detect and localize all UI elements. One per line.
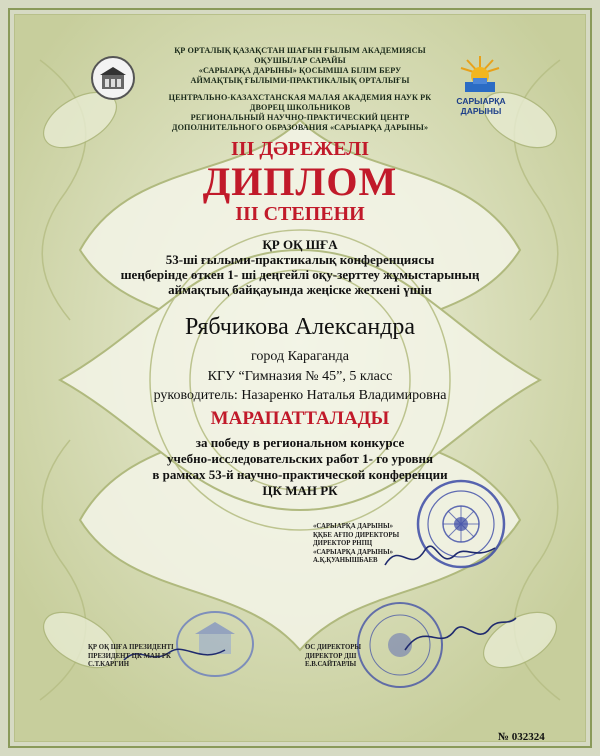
header-ru-line: ЦЕНТРАЛЬНО-КАЗАХСТАНСКАЯ МАЛАЯ АКАДЕМИЯ НАУК РК [168, 93, 432, 102]
kz-award-line: шеңберінде өткен 1- ші деңгейлі оқу-зерттеу жұмыстарының [120, 267, 480, 282]
header-ru-line: РЕГИОНАЛЬНЫЙ НАУЧНО-ПРАКТИЧЕСКИЙ ЦЕНТР [190, 113, 410, 122]
header-kz-line: ҚР ОРТАЛЫҚ ҚАЗАҚСТАН ШАҒЫН ҒЫЛЫМ АКАДЕМИЯСЫ [174, 46, 426, 55]
ru-award-line: в рамках 53-й научно-практической конференции [152, 467, 448, 482]
signature-line: ҚҚБЕ АҒПО ДИРЕКТОРЫ [313, 531, 400, 539]
president-block [88, 644, 174, 670]
signature-line: ПРЕЗИДЕНТ ЦК МАН РК [88, 652, 171, 660]
kz-award [0, 237, 600, 297]
ru-award-line: ЦК МАН РК [262, 483, 338, 498]
handwritten-signature-os [400, 612, 520, 662]
header-ru [0, 93, 600, 133]
ru-award-line: учебно-исследовательских работ 1- го уровня [167, 451, 433, 466]
signature-line: ДИРЕКТОР РНПЦ [313, 540, 373, 547]
kz-award-org: ҚР ОҚ ШҒА [262, 237, 338, 252]
right-logo-text: САРЫАРҚА ДАРЫНЫ [456, 96, 506, 116]
header-kz [0, 46, 600, 86]
degree-ru: III СТЕПЕНИ [235, 203, 365, 225]
header-kz-line: «САРЫАРҚА ДАРЫНЫ» ҚОСЫМША БІЛІМ БЕРУ [198, 66, 402, 75]
kz-award-line: аймақтық байқауында жеңіске жеткені үшін [168, 282, 432, 297]
recipient-name: Рябчикова Александра [184, 314, 416, 340]
diploma-title: ДИПЛОМ [202, 159, 398, 204]
signature-line: Е.В.САЙТАРЛЫ [305, 661, 357, 668]
header-kz-line: АЙМАҚТЫҚ ҒЫЛЫМИ-ПРАКТИКАЛЫҚ ОРТАЛЫҒЫ [190, 76, 410, 85]
recipient-supervisor: руководитель: Назаренко Наталья Владимировна [153, 388, 447, 403]
recipient-school: КГУ “Гимназия № 45”, 5 класс [207, 369, 393, 384]
header-ru-line: ДВОРЕЦ ШКОЛЬНИКОВ [249, 103, 351, 112]
signature-line: «САРЫАРҚА ДАРЫНЫ» [313, 548, 394, 556]
header-kz-line: ОҚУШЫЛАР САРАЙЫ [254, 56, 346, 65]
signature-line: ОС ДИРЕКТОРЫ [305, 644, 362, 651]
signature-line: ДИРЕКТОР ДШ [305, 652, 357, 660]
recipient-city: город Караганда [251, 349, 349, 364]
ru-award [0, 435, 600, 499]
signature-line: ҚР ОҚ ШҒА ПРЕЗИДЕНТІ [88, 644, 174, 651]
kz-award-line: 53-ші ғылыми-практикалық конференциясы [165, 252, 435, 267]
ru-award-line: за победу в региональном конкурсе [195, 435, 405, 450]
os-director-block [305, 644, 361, 670]
awarded-title: МАРАПАТТАЛАДЫ [210, 408, 390, 429]
degree-kz: III ДӘРЕЖЕЛІ [231, 138, 369, 160]
diploma-number: № 032324 [498, 731, 545, 743]
signature-line: А.Қ.ҚУАНЫШБАЕВ [313, 557, 378, 564]
signature-line: «САРЫАРҚА ДАРЫНЫ» [313, 523, 394, 530]
header-ru-line: ДОПОЛНИТЕЛЬНОГО ОБРАЗОВАНИЯ «САРЫАРҚА ДАРЫНЫ» [171, 123, 429, 132]
handwritten-signature-right [380, 530, 500, 580]
signature-line: С.Т.КАРГИН [88, 661, 130, 668]
